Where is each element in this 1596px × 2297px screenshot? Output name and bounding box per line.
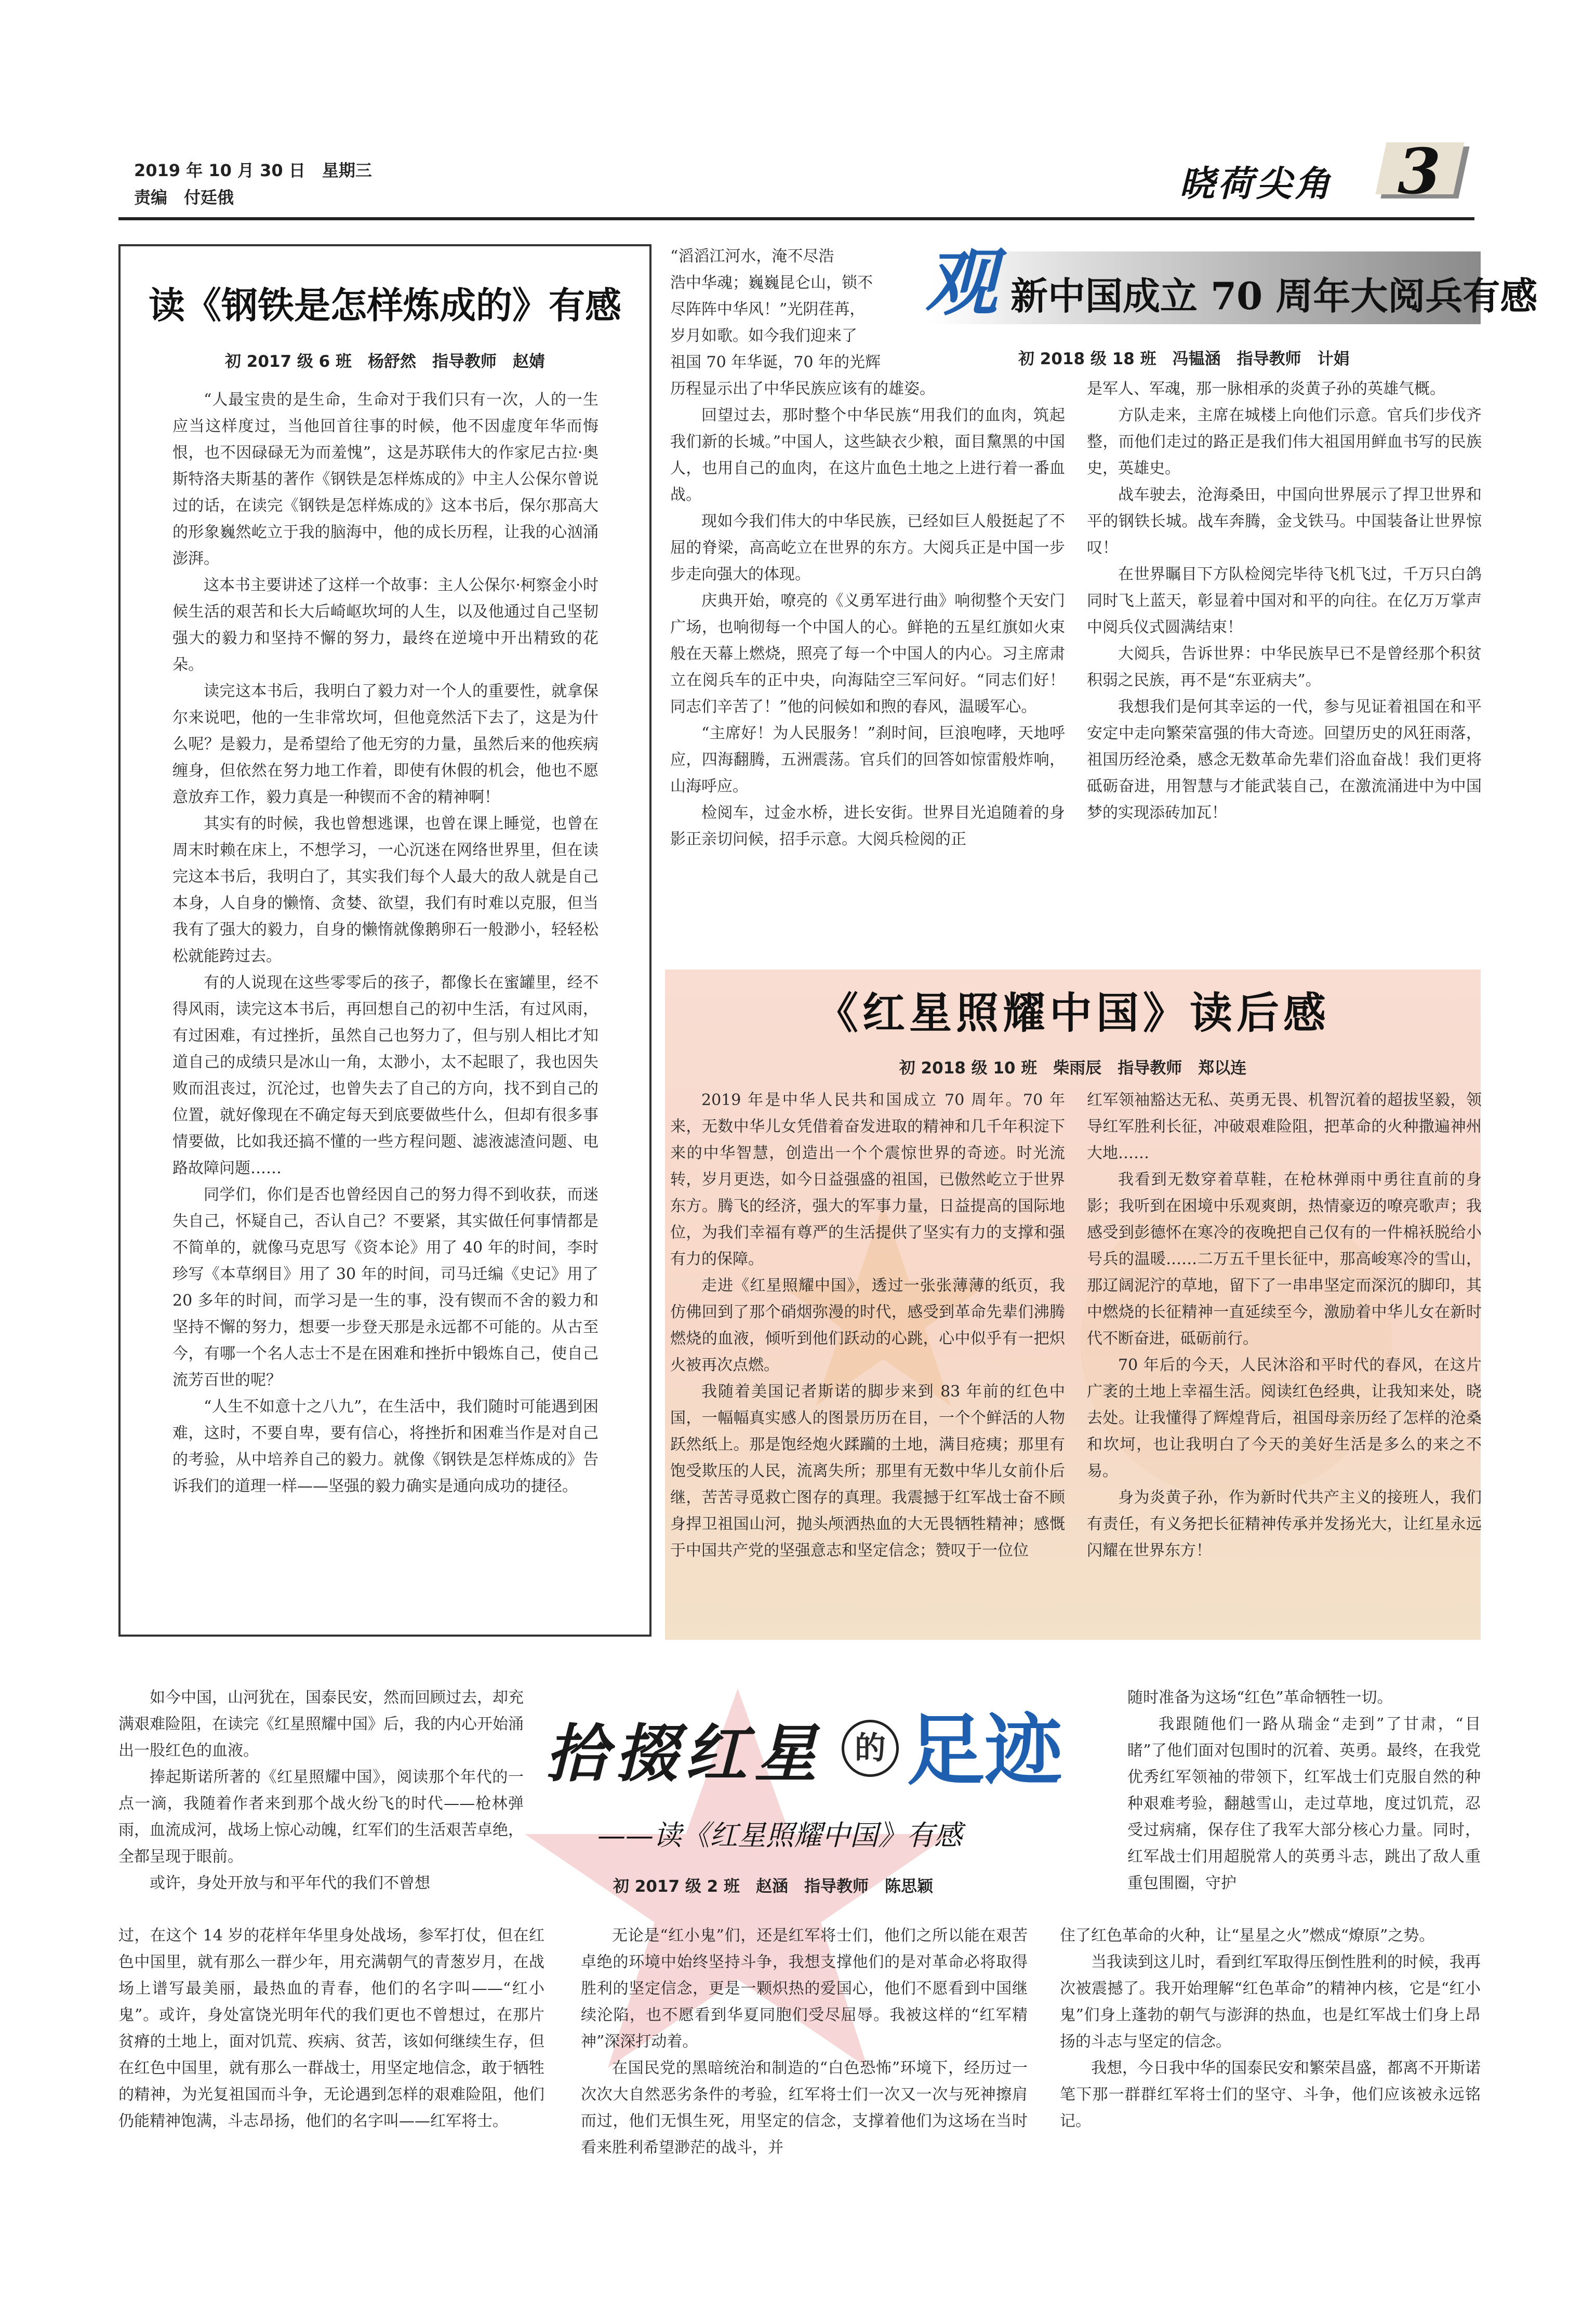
footprints-subtitle: ——读《红星照耀中国》有感 — [597, 1819, 962, 1852]
parade-col1 — [670, 376, 1065, 853]
paragraph: 方队走来，主席在城楼上向他们示意。官兵们步伐齐整，而他们走过的路正是我们伟大祖国用鲜血书写的民族史，英雄史。 — [1087, 406, 1482, 477]
paragraph: 如今中国，山河犹在，国泰民安，然而回顾过去，却充满艰难险阻，在读完《红星照耀中国》后，我的内心开始涌出一股红色的血液。 — [118, 1689, 524, 1760]
paragraph: 我跟随他们一路从瑞金“走到”了甘肃，“目睹”了他们面对包围时的沉着、英勇。最终，在我党优秀红军领袖的带领下，红军战士们克服自然的种种艰难考验，翻越雪山，走过草地，度过饥荒，忍受过病痛，保存住了我军大部分核心力量。同时，红军战士们用超脱常人的英勇斗志，跳出了敌人重重包围圈，守护 — [1127, 1715, 1481, 1892]
paragraph: 走进《红星照耀中国》，透过一张张薄薄的纸页，我仿佛回到了那个硝烟弥漫的时代，感受到革命先辈们沸腾燃烧的血液，倾听到他们跃动的心跳，心中似乎有一把炽火被再次点燃。 — [670, 1277, 1065, 1374]
parade-byline: 初 2018 级 18 班 冯韫涵 指导教师 计娟 — [1018, 350, 1350, 368]
paragraph: 70 年后的今天，人民沐浴和平时代的春风，在这片广袤的土地上幸福生活。阅读红色经典，让我知来处，晓去处。让我懂得了辉煌背后，祖国母亲历经了怎样的沧桑和坎坷，也让我明白了今天的美好生活是多么的来之不易。 — [1087, 1356, 1482, 1480]
paragraph: 我看到无数穿着草鞋，在枪林弹雨中勇往直前的身影；我听到在困境中乐观爽朗，热情豪迈的嘹亮歌声；我感受到彭德怀在寒冷的夜晚把自己仅有的一件棉袄脱给小号兵的温暖……二万五千里长征中，那高峻寒冷的雪山，那辽阔泥泞的草地，留下了一串串坚定而深沉的脚印，其中燃烧的长征精神一直延续至今，激励着中华儿女在新时代不断奋进，砥砺前行。 — [1087, 1171, 1482, 1348]
parade-poem — [670, 243, 940, 376]
paragraph: 现如今我们伟大的中华民族，已经如巨人般挺起了不屈的脊梁，高高屹立在世界的东方。大阅兵正是中国一步步走向强大的体现。 — [670, 512, 1065, 583]
article-steel-title: 读《钢铁是怎样炼成的》有感 — [149, 284, 621, 327]
issue-date: 2019 年 10 月 30 日 星期三 — [134, 161, 372, 180]
poem-line: 尽阵阵中华风！”光阴荏苒， — [670, 300, 866, 318]
paragraph: 我随着美国记者斯诺的脚步来到 83 年前的红色中国，一幅幅真实感人的图景历历在目，一个个鲜活的人物跃然纸上。那是饱经炮火蹂躏的土地，满目疮痍；那里有饱受欺压的人民，流离失所；那里有无数中华儿女前仆后继，苦苦寻觅救亡图存的真理。我震撼于红军战士奋不顾身捍卫祖国山河，抛头颅洒热血的大无畏牺牲精神；感慨于中国共产党的坚强意志和坚定信念；赞叹于一位位 — [670, 1383, 1065, 1560]
paragraph: 红军领袖豁达无私、英勇无畏、机智沉着的超拔坚毅，领导红军胜利长征，冲破艰难险阻，把革命的火种撒遍神州大地…… — [1087, 1091, 1482, 1162]
paragraph: 庆典开始，嘹亮的《义勇军进行曲》响彻整个天安门广场，也响彻每一个中国人的心。鲜艳的五星红旗如火束般在天幕上燃烧，照亮了每一个中国人的内心。习主席肃立在阅兵车的正中央，向海陆空三军问好。“同志们好！同志们辛苦了！”他的问候如和煦的春风，温暖军心。 — [670, 592, 1065, 716]
paragraph: 其实有的时候，我也曾想逃课，也曾在课上睡觉，也曾在周末时赖在床上，不想学习，一心沉迷在网络世界里，但在读完这本书后，我明白了，其实我们每个人最大的敌人就是自己本身，人自身的懒惰、贪婪、欲望，我们有时难以克服，但当我有了强大的毅力，自身的懒惰就像鹅卵石一般渺小，轻轻松松就能跨过去。 — [172, 815, 598, 965]
parade-col2 — [1087, 376, 1482, 826]
footprints-col3-bottom — [1060, 1922, 1481, 2134]
poem-line: 祖国 70 年华诞，70 年的光辉 — [670, 353, 881, 371]
poem-line: “滔滔江河水，淹不尽浩 — [670, 247, 834, 265]
red-star-col1 — [670, 1087, 1065, 1564]
paragraph: 当我读到这儿时，看到红军取得压倒性胜利的时候，我再次被震撼了。我开始理解“红色革命”的精神内核，它是“红小鬼”们身上蓬勃的朝气与澎湃的热血，也是红军战士们身上昂扬的斗志与坚定的信念。 — [1060, 1953, 1481, 2051]
paragraph: 是军人、军魂，那一脉相承的炎黄子孙的英雄气概。 — [1087, 380, 1445, 398]
paragraph: 无论是“红小鬼”们，还是红军将士们，他们之所以能在艰苦卓绝的环境中始终坚持斗争，我想支撑他们的是对革命必将取得胜利的坚定信念，更是一颗炽热的爱国心，他们不愿看到中国继续沦陷，也不愿看到华夏同胞们受尽屈辱。我被这样的“红军精神”深深打动着。 — [581, 1927, 1028, 2051]
paragraph: 过，在这个 14 岁的花样年华里身处战场，参军打仗，但在红色中国里，就有那么一群少年，用充满朝气的青葱岁月，在战场上谱写最美丽，最热血的青春，他们的名字叫——“红小鬼”。或许，身处富饶光明年代的我们更也不曾想过，在那片贫瘠的土地上，面对饥荒、疾病、贫苦，该如何继续生存，但在红色中国里，就有那么一群战士，用坚定地信念，敢于牺牲的精神，为光复祖国而斗争，无论遇到怎样的艰难险阻，他们仍能精神饱满，斗志昂扬，他们的名字叫——红军将士。 — [118, 1927, 544, 2130]
poem-line: 岁月如歌。如今我们迎来了 — [670, 327, 857, 345]
paragraph: “人生不如意十之八九”，在生活中，我们随时可能遇到困难，这时，不要自卑，要有信心，将挫折和困难当作是对自己的考验，从中培养自己的毅力。就像《钢铁是怎样炼成的》告诉我们的道理一样——坚强的毅力确实是通向成功的捷径。 — [172, 1398, 598, 1495]
footprints-col1-top — [118, 1684, 524, 1896]
paragraph: 我想我们是何其幸运的一代，参与见证着祖国在和平安定中走向繁荣富强的伟大奇迹。回望历史的风狂雨落，祖国历经沧桑，感念无数革命先辈们浴血奋战！我们更将砥砺奋进，用智慧与才能武装自己，在激流涌进中为中国梦的实现添砖加瓦！ — [1087, 698, 1482, 822]
red-star-col2 — [1087, 1087, 1482, 1564]
page-number-box — [1377, 135, 1465, 208]
paragraph: 捧起斯诺所著的《红星照耀中国》，阅读那个年代的一点一滴，我随着作者来到那个战火纷飞的时代——枪林弹雨，血流成河，战场上惊心动魄，红军们的生活艰苦卓绝，全都呈现于眼前。 — [118, 1768, 524, 1866]
paragraph: 住了红色革命的火种，让“星星之火”燃成“燎原”之势。 — [1060, 1927, 1435, 1945]
paragraph: 检阅车，过金水桥，进长安街。世界目光追随着的身影正亲切问候，招手示意。大阅兵检阅的正 — [670, 804, 1065, 848]
paragraph: 在国民党的黑暗统治和制造的“白色恐怖”环境下，经历过一次次大自然恶劣条件的考验，红军将士们一次又一次与死神擦肩而过，他们无惧生死，用坚定的信念，支撑着他们为这场在当时看来胜利希望渺茫的战斗，并 — [581, 2059, 1028, 2157]
page-number: 3 — [1398, 135, 1441, 208]
article-steel-body — [172, 387, 598, 1499]
paragraph: 在世界瞩目下方队检阅完毕待飞机飞过，千万只白鸽同时飞上蓝天，彰显着中国对和平的向往。在亿万万掌声中阅兵仪式圆满结束！ — [1087, 565, 1482, 636]
paragraph: “主席好！为人民服务！”刹时间，巨浪咆哮，天地呼应，四海翻腾，五洲震荡。官兵们的回答如惊雷般炸响，山海呼应。 — [670, 724, 1065, 795]
footprints-byline: 初 2017 级 2 班 赵涵 指导教师 陈思颖 — [613, 1877, 934, 1896]
paragraph: 同学们，你们是否也曾经因自己的努力得不到收获，而迷失自己，怀疑自己，否认自己？不要紧，其实做任何事情都是不简单的，就像马克思写《资本论》用了 40 年的时间，李时珍写《本草纲目》用了 30 年的时间，司马迁编《史记》用了 20 多年的时间，而学习是一生的事，没有锲而不舍的毅力和坚持不懈的努力，想要一步登天那是永远都不可能的。从古至今，有哪一个名人志士不是在困难和挫折中锻炼自己，使自己流芳百世的呢？ — [172, 1186, 598, 1389]
footprints-col2 — [581, 1922, 1028, 2161]
parade-title: 新中国成立 70 周年大阅兵有感 — [1010, 274, 1538, 318]
paragraph: 大阅兵，告诉世界：中华民族早已不是曾经那个积贫积弱之民族，再不是“东亚病夫”。 — [1087, 645, 1482, 689]
footprints-title-part1: 拾掇红星 — [546, 1717, 824, 1790]
paragraph: 这本书主要讲述了这样一个故事：主人公保尔·柯察金小时候生活的艰苦和长大后崎岖坎坷的人生，以及他通过自己坚韧强大的毅力和坚持不懈的努力，最终在逆境中开出精致的花朵。 — [172, 576, 598, 674]
footprints-col1-bottom — [118, 1922, 544, 2134]
parade-title-glyph: 观 — [925, 241, 998, 326]
footprints-title-circle — [842, 1720, 899, 1777]
paragraph: 战车驶去，沧海桑田，中国向世界展示了捍卫世界和平的钢铁长城。战车奔腾，金戈铁马。中国装备让世界惊叹！ — [1087, 486, 1482, 557]
article-steel-byline: 初 2017 级 6 班 杨舒然 指导教师 赵婧 — [224, 352, 546, 371]
article-steel-box — [118, 244, 651, 1637]
editor-credit: 责编 付廷俄 — [134, 188, 234, 207]
footprints-col3-top — [1127, 1684, 1481, 1896]
paragraph: 身为炎黄子孙，作为新时代共产主义的接班人，我们有责任，有义务把长征精神传承并发扬光大，让红星永远闪耀在世界东方！ — [1087, 1489, 1482, 1560]
footprints-title-part2: 足迹 — [907, 1705, 1063, 1796]
paragraph: “人最宝贵的是生命，生命对于我们只有一次，人的一生应当这样度过，当他回首往事的时候，他不因虚度年华而悔恨，也不因碌碌无为而羞愧”，这是苏联伟大的作家尼古拉·奥斯特洛夫斯基的著作《钢铁是怎样炼成的》中主人公保尔曾说过的话，在读完《钢铁是怎样炼成的》这本书后，保尔那高大的形象巍然屹立于我的脑海中，他的成长历程，让我的心汹涌澎湃。 — [172, 391, 598, 568]
paragraph: 历程显示出了中华民族应该有的雄姿。 — [670, 380, 935, 398]
poem-line: 浩中华魂；巍巍昆仑山，锁不 — [670, 274, 873, 292]
paragraph: 或许，身处开放与和平年代的我们不曾想 — [150, 1874, 430, 1892]
paragraph: 我想，今日我中华的国泰民安和繁荣昌盛，都离不开斯诺笔下那一群群红军将士们的坚守、斗争，他们应该被永远铭记。 — [1060, 2059, 1481, 2130]
paragraph: 读完这本书后，我明白了毅力对一个人的重要性，就拿保尔来说吧，他的一生非常坎坷，但他竟然活下去了，这是为什么呢？是毅力，是希望给了他无穷的力量，虽然后来的他疾病缠身，但依然在努力地工作着，即使有休假的机会，他也不愿意放弃工作，毅力真是一种锲而不舍的精神啊！ — [172, 682, 598, 806]
paragraph: 有的人说现在这些零零后的孩子，都像长在蜜罐里，经不得风雨，读完这本书后，再回想自己的初中生活，有过风雨，有过困难，有过挫折，虽然自己也努力了，但与别人相比才知道自己的成绩只是冰山一角，太渺小，太不起眼了，我也因失败而沮丧过，沉沦过，也曾失去了自己的方向，找不到自己的位置，就好像现在不确定每天到底要做些什么，但却有很多事情要做，比如我还搞不懂的一些方程问题、滤液滤渣问题、电路故障问题…… — [172, 974, 598, 1177]
red-star-byline: 初 2018 级 10 班 柴雨辰 指导教师 郑以连 — [899, 1059, 1247, 1078]
paragraph: 回望过去，那时整个中华民族“用我们的血肉，筑起我们新的长城。”中国人，这些缺衣少粮，面目黧黑的中国人，也用自己的血肉，在这片血色土地之上进行着一番血战。 — [670, 406, 1065, 504]
footprints-title-circle-text: 的 — [855, 1730, 886, 1767]
header-rule — [118, 217, 1474, 220]
paper-name: 晓荷尖角 — [1179, 163, 1334, 205]
paragraph: 2019 年是中华人民共和国成立 70 周年。70 年来，无数中华儿女凭借着奋发进取的精神和几千年积淀下来的中华智慧，创造出一个个震惊世界的奇迹。时光流转，岁月更迭，如今日益强盛的祖国，已傲然屹立于世界东方。腾飞的经济，强大的军事力量，日益提高的国际地位，为我们幸福有尊严的生活提供了坚实有力的支撑和强有力的保障。 — [670, 1091, 1065, 1268]
paragraph: 随时准备为这场“红色”革命牺牲一切。 — [1127, 1689, 1393, 1707]
red-star-title: 《红星照耀中国》读后感 — [815, 988, 1330, 1038]
